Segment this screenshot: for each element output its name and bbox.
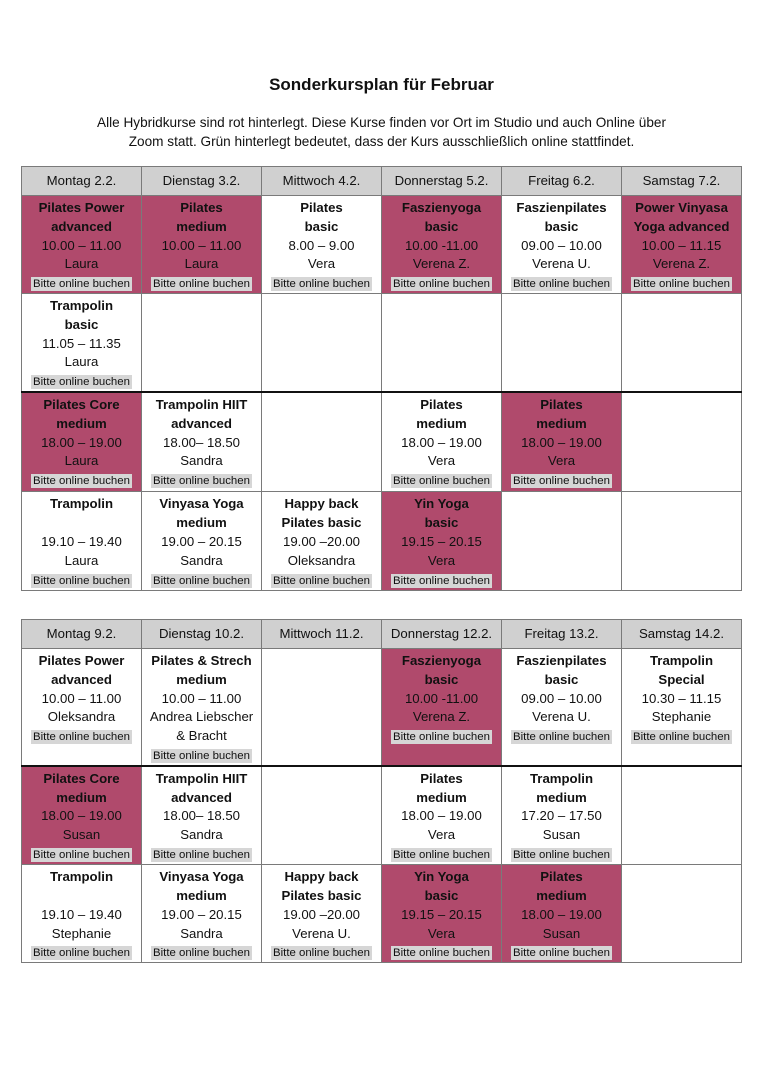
schedule-row [22,492,742,591]
course-info [502,393,621,490]
course-info [262,865,381,962]
course-time: 19.10 – 19.40 [41,906,122,922]
course-time: 19.00 – 20.15 [161,906,242,922]
course-cell [262,196,382,294]
course-time: 18.00 – 19.00 [41,434,122,450]
course-info [382,196,501,293]
booking-link[interactable]: Bitte online buchen [153,278,250,291]
course-title: medium [176,218,227,234]
course-title: Faszienyoga [401,653,482,668]
course-trainer: Verena U. [532,709,591,725]
course-title: Pilates & Strech [151,653,252,668]
day-header: Montag 9.2. [22,620,142,649]
course-cell [502,865,622,963]
course-info [22,649,141,746]
course-title: basic [544,218,579,234]
spacer [22,887,141,906]
course-title: Vinyasa Yoga [159,496,244,512]
course-time: 19.00 –20.00 [282,534,360,550]
schedule-row [22,294,742,392]
booking-link[interactable]: Bitte online buchen [33,376,130,389]
course-cell [22,865,142,963]
course-trainer: Oleksandra [287,552,356,568]
booking-link[interactable]: Bitte online buchen [513,848,610,861]
course-time: 11.05 – 11.35 [42,335,121,351]
course-title: basic [304,218,339,234]
booking-link[interactable]: Bitte online buchen [393,475,490,488]
course-trainer: Andrea Liebscher [149,709,254,725]
day-header: Samstag 14.2. [622,620,742,649]
course-title: Happy back [284,869,359,885]
schedule-row [22,196,742,294]
course-cell [262,492,382,591]
course-time: 19.00 – 20.15 [161,534,242,550]
course-title: Pilates Core [43,770,120,786]
course-info [22,294,141,391]
course-info [142,865,261,962]
course-title: Pilates Core [43,396,120,412]
day-header: Donnerstag 5.2. [382,167,502,196]
course-info [382,649,501,746]
booking-link[interactable]: Bitte online buchen [633,278,730,291]
course-title: Faszienpilates [516,653,607,668]
course-trainer: Laura [184,256,219,272]
empty-cell [622,294,742,392]
empty-cell [622,392,742,492]
course-info [622,649,741,746]
course-title: advanced [171,415,232,431]
booking-link[interactable]: Bitte online buchen [33,475,130,488]
course-info [142,649,261,765]
empty-cell [142,294,262,392]
empty-cell [502,294,622,392]
course-trainer: Vera [307,256,336,272]
empty-cell [622,766,742,865]
course-cell [142,865,262,963]
intro-text [60,113,703,151]
intro-line: Alle Hybridkurse sind rot hinterlegt. Diese Kurse finden vor Ort im Studio und auch Online über [97,115,666,130]
course-time: 10.00 -11.00 [404,237,479,253]
schedule-row [22,865,742,963]
course-trainer: Vera [427,827,456,843]
booking-link[interactable]: Bitte online buchen [513,278,610,291]
course-info [382,865,501,962]
course-cell [142,649,262,766]
course-title: medium [56,789,107,805]
course-info [22,196,141,293]
course-info [502,767,621,864]
course-title: Pilates Power [38,200,125,215]
course-title: Pilates [540,396,583,412]
course-time: 8.00 – 9.00 [288,237,355,253]
course-cell [262,865,382,963]
course-cell [142,196,262,294]
course-info [142,196,261,293]
course-cell [502,196,622,294]
course-title: medium [176,671,227,687]
course-time: 18.00– 18.50 [162,808,240,824]
course-time: 17.20 – 17.50 [521,808,602,824]
week-schedule-table [21,166,742,591]
course-cell [502,649,622,766]
course-title: Pilates [420,770,463,786]
booking-link[interactable]: Bitte online buchen [393,848,490,861]
course-info [142,492,261,589]
course-trainer: Laura [64,552,99,568]
course-title: basic [424,218,459,234]
course-title: Faszienyoga [401,200,482,215]
course-title: medium [536,789,587,805]
course-time: 10.00 -11.00 [404,690,479,706]
course-cell [502,392,622,492]
day-header: Donnerstag 12.2. [382,620,502,649]
course-trainer: Susan [542,925,581,941]
course-time: 10.00 – 11.00 [41,690,122,706]
booking-link[interactable]: Bitte online buchen [393,278,490,291]
course-cell [382,766,502,865]
course-info [622,196,741,293]
course-cell [22,766,142,865]
course-title: Pilates [540,869,583,885]
course-time: 10.00 – 11.00 [41,237,122,253]
course-cell [22,492,142,591]
course-cell [142,492,262,591]
course-time: 18.00– 18.50 [162,434,240,450]
course-cell [502,766,622,865]
course-title: Trampolin [49,298,113,313]
course-trainer: Laura [64,453,99,469]
course-time: 10.00 – 11.00 [161,237,242,253]
booking-link[interactable]: Bitte online buchen [393,731,490,744]
schedule-row [22,649,742,766]
course-trainer: Laura [64,256,99,272]
course-title: basic [544,671,579,687]
course-title: Yin Yoga [414,869,469,885]
course-title: basic [64,316,99,332]
course-trainer: Verena Z. [412,709,471,725]
course-cell [22,392,142,492]
day-header: Dienstag 3.2. [142,167,262,196]
course-trainer: Stephanie [51,925,112,941]
course-info [382,393,501,490]
course-trainer: Stephanie [651,709,712,725]
course-title: Vinyasa Yoga [159,869,244,885]
empty-cell [622,865,742,963]
course-cell [382,392,502,492]
course-info [142,393,261,490]
course-trainer: Verena U. [292,925,351,941]
course-title: medium [176,515,227,531]
course-title: Trampolin [529,770,593,786]
course-title: Pilates [300,200,343,215]
course-trainer: Laura [64,354,99,370]
course-trainer: Vera [427,925,456,941]
course-info [22,767,141,864]
course-title: Trampolin [649,653,713,668]
course-title: advanced [51,218,112,234]
course-trainer: Verena Z. [652,256,711,272]
booking-link[interactable]: Bitte online buchen [33,848,130,861]
course-time: 19.10 – 19.40 [41,534,122,550]
course-time: 18.00 – 19.00 [41,808,122,824]
course-info [502,865,621,962]
empty-cell [262,649,382,766]
course-cell [622,649,742,766]
course-cell [142,392,262,492]
course-time: 19.15 – 20.15 [401,906,482,922]
course-time: 18.00 – 19.00 [521,906,602,922]
day-header-row [22,620,742,649]
spacer [22,514,141,533]
course-title: advanced [171,789,232,805]
course-title: Pilates basic [281,888,362,904]
empty-cell [502,492,622,591]
course-cell [22,294,142,392]
booking-link[interactable]: Bitte online buchen [33,574,130,587]
course-title: medium [536,415,587,431]
course-trainer: Vera [547,453,576,469]
empty-cell [262,766,382,865]
course-cell [382,196,502,294]
course-time: 18.00 – 19.00 [521,434,602,450]
booking-link[interactable]: Bitte online buchen [393,947,490,960]
course-time: 09.00 – 10.00 [521,690,602,706]
course-info [142,767,261,864]
course-trainer: Vera [427,453,456,469]
booking-link[interactable]: Bitte online buchen [513,731,610,744]
booking-link[interactable]: Bitte online buchen [33,278,130,291]
course-trainer: Sandra [180,453,223,469]
course-title: Trampolin [49,496,113,512]
schedule-row [22,392,742,492]
course-trainer: Sandra [180,925,223,941]
week-schedule-table [21,619,742,963]
course-title: Trampolin [49,869,113,885]
intro-line: Zoom statt. Grün hinterlegt bedeutet, dass der Kurs ausschließlich online stattfindet. [128,134,635,149]
booking-link[interactable]: Bitte online buchen [153,749,250,762]
course-trainer: & Bracht [176,728,227,744]
booking-link[interactable]: Bitte online buchen [153,848,250,861]
course-info [382,492,501,589]
course-title: basic [424,515,459,531]
course-title: basic [424,888,459,904]
booking-link[interactable]: Bitte online buchen [33,731,130,744]
course-title: Pilates basic [281,515,362,531]
empty-cell [262,294,382,392]
course-title: basic [424,671,459,687]
course-title: Yin Yoga [414,496,469,512]
course-title: Faszienpilates [516,200,607,215]
course-trainer: Oleksandra [47,709,116,725]
course-trainer: Verena Z. [412,256,471,272]
page-title: Sonderkursplan für Februar [269,75,494,94]
course-info [382,767,501,864]
day-header: Mittwoch 11.2. [262,620,382,649]
booking-link[interactable]: Bitte online buchen [273,278,370,291]
booking-link[interactable]: Bitte online buchen [153,574,250,587]
course-title: Trampolin HIIT [155,770,248,786]
course-cell [382,492,502,591]
course-title: medium [536,888,587,904]
course-time: 19.00 –20.00 [282,906,360,922]
day-header: Samstag 7.2. [622,167,742,196]
day-header: Dienstag 10.2. [142,620,262,649]
empty-cell [262,392,382,492]
course-time: 10.00 – 11.15 [641,237,722,253]
booking-link[interactable]: Bitte online buchen [33,947,130,960]
course-title: medium [56,415,107,431]
course-time: 18.00 – 19.00 [401,434,482,450]
course-title: Special [658,671,705,687]
course-time: 10.30 – 11.15 [641,690,722,706]
course-time: 10.00 – 11.00 [161,690,242,706]
booking-link[interactable]: Bitte online buchen [513,475,610,488]
course-title: Pilates [420,396,463,412]
booking-link[interactable]: Bitte online buchen [513,947,610,960]
course-title: medium [416,789,467,805]
day-header: Montag 2.2. [22,167,142,196]
course-title: Power Vinyasa [635,200,728,215]
course-trainer: Verena U. [532,256,591,272]
course-time: 18.00 – 19.00 [401,808,482,824]
day-header: Freitag 6.2. [502,167,622,196]
course-cell [382,865,502,963]
course-trainer: Susan [542,827,581,843]
course-trainer: Susan [62,827,101,843]
course-info [262,196,381,293]
booking-link[interactable]: Bitte online buchen [393,574,490,587]
course-title: Yoga advanced [633,218,730,234]
course-trainer: Sandra [180,552,223,568]
course-title: advanced [51,671,112,687]
booking-link[interactable]: Bitte online buchen [153,947,250,960]
empty-cell [622,492,742,591]
course-info [502,196,621,293]
day-header-row [22,167,742,196]
course-info [502,649,621,746]
course-title: Pilates Power [38,653,125,668]
course-time: 19.15 – 20.15 [401,534,482,550]
course-cell [382,649,502,766]
course-title: medium [416,415,467,431]
booking-link[interactable]: Bitte online buchen [273,574,370,587]
booking-link[interactable]: Bitte online buchen [273,947,370,960]
course-time: 09.00 – 10.00 [521,237,602,253]
course-title: Trampolin HIIT [155,396,248,412]
booking-link[interactable]: Bitte online buchen [153,475,250,488]
course-info [22,865,141,962]
course-trainer: Sandra [180,827,223,843]
empty-cell [382,294,502,392]
course-trainer: Vera [427,552,456,568]
day-header: Freitag 13.2. [502,620,622,649]
course-info [22,393,141,490]
schedule-row [22,766,742,865]
course-title: Happy back [284,496,359,512]
course-cell [22,649,142,766]
course-title: medium [176,888,227,904]
course-cell [142,766,262,865]
booking-link[interactable]: Bitte online buchen [633,731,730,744]
course-cell [622,196,742,294]
day-header: Mittwoch 4.2. [262,167,382,196]
course-info [22,492,141,589]
course-info [262,492,381,589]
course-title: Pilates [180,200,223,215]
course-cell [22,196,142,294]
